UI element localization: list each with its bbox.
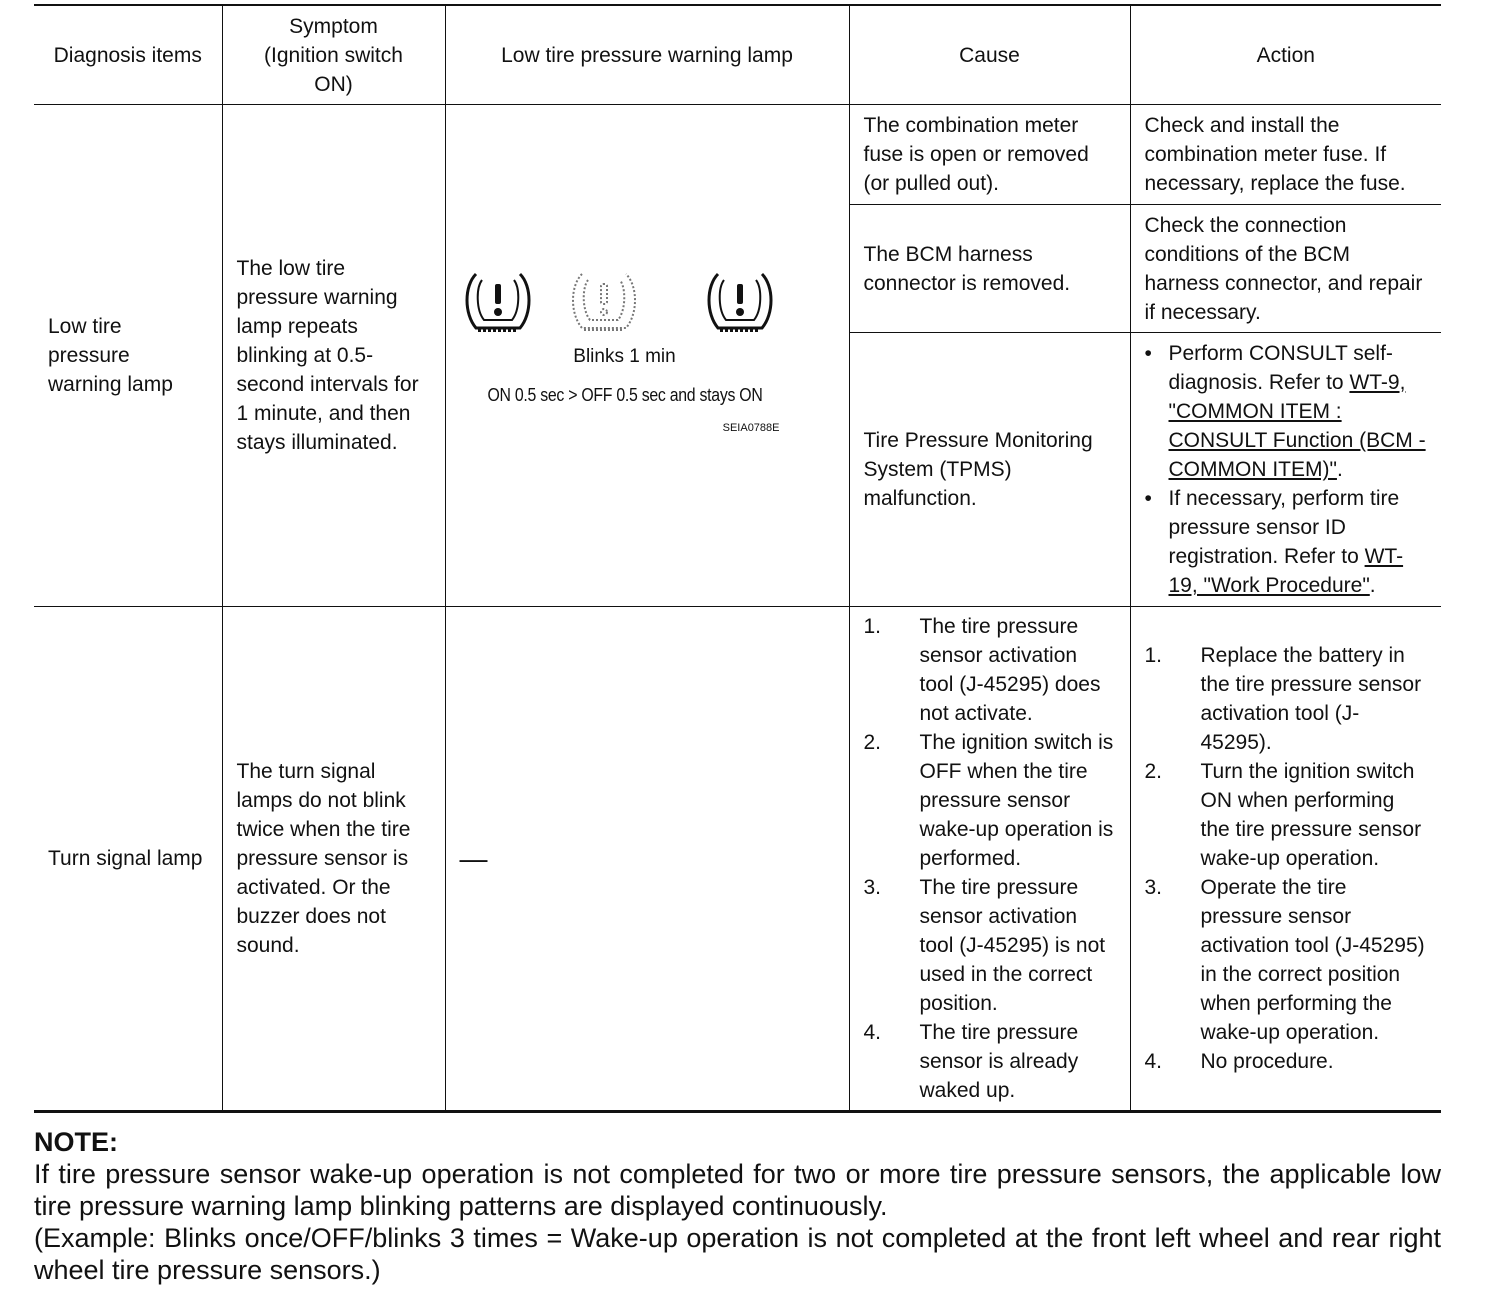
bullet1-text: Perform CONSULT self-diagnosis. Refer to [1168, 342, 1393, 394]
header-lamp: Low tire pressure warning lamp [445, 5, 849, 105]
list-text: The tire pressure sensor activation tool (J-45295) is not used in the correct position. [919, 876, 1106, 1015]
link-wt-19[interactable]: WT-19, "Work Procedure" [1168, 545, 1404, 597]
cause-tpms-malfunction: Tire Pressure Monitoring System (TPMS) malfunction. [849, 333, 1130, 607]
item-turn-signal: Turn signal lamp [34, 607, 222, 1112]
list-item [864, 873, 1116, 1018]
bullet1-end: . [1336, 458, 1343, 481]
cause-bcm-connector: The BCM harness connector is removed. [849, 205, 1130, 333]
figure-code: SEIA0788E [722, 422, 780, 434]
tpms-lamp-off-icon [573, 274, 635, 330]
lamp-figure-cell [445, 105, 849, 607]
bullet2-end: . [1369, 574, 1376, 597]
note-example: (Example: Blinks once/OFF/blinks 3 times = Wake-up operation is not completed at the front left wheel and rear right wheel tire pressure sensors.) [34, 1223, 1441, 1285]
figure-blink-label: Blinks 1 min [573, 346, 676, 367]
link-wt-9[interactable]: WT-9, "COMMON ITEM : CONSULT Function (BCM - COMMON ITEM)" [1168, 371, 1426, 481]
list-text: No procedure. [1200, 1050, 1334, 1073]
list-item [1145, 873, 1428, 1047]
header-cause: Cause [849, 5, 1130, 105]
cause-fuse: The combination meter fuse is open or removed (or pulled out). [849, 105, 1130, 205]
action-bcm-connector: Check the connection conditions of the BCM harness connector, and repair if necessary. [1130, 205, 1441, 333]
list-item [864, 728, 1116, 873]
header-action: Action [1130, 5, 1441, 105]
list-item [1145, 1047, 1428, 1076]
list-text: The ignition switch is OFF when the tire pressure sensor wake-up operation is performed. [919, 731, 1114, 870]
symptom-low-tire-lamp: The low tire pressure warning lamp repeats blinking at 0.5-second intervals for 1 minute, and then stays illuminated. [222, 105, 445, 607]
tpms-lamp-on-icon [467, 274, 529, 330]
diagnosis-table-wrapper [34, 4, 1441, 1113]
header-symptom-line3: ON) [314, 72, 353, 96]
action-tpms-malfunction [1130, 333, 1441, 607]
note-section [34, 1126, 1441, 1286]
figure-pattern-label: ON 0.5 sec > OFF 0.5 sec and stays ON [486, 385, 763, 405]
list-item [864, 612, 1116, 728]
bullet-icon: • [1144, 487, 1152, 510]
list-number: 4. [1144, 1050, 1163, 1073]
list-number: 2. [863, 731, 882, 754]
list-number: 3. [863, 876, 882, 899]
warning-lamp-figure [460, 268, 790, 443]
list-item [1145, 484, 1428, 600]
list-text: Operate the tire pressure sensor activation tool (J-45295) in the correct position when performing the wake-up operation. [1200, 876, 1425, 1044]
list-text: Replace the battery in the tire pressure sensor activation tool (J-45295). [1200, 644, 1422, 754]
lamp-not-applicable: — [445, 607, 849, 1112]
header-symptom-line1: Symptom [289, 14, 378, 38]
item-low-tire-lamp: Low tire pressure warning lamp [34, 105, 222, 607]
list-number: 1. [863, 615, 882, 638]
tpms-lamp-sequence-icon [460, 268, 790, 338]
header-diagnosis-items: Diagnosis items [34, 5, 222, 105]
action-fuse: Check and install the combination meter fuse. If necessary, replace the fuse. [1130, 105, 1441, 205]
table-row [34, 105, 1441, 205]
list-item [1145, 757, 1428, 873]
header-symptom [222, 5, 445, 105]
list-item [864, 1018, 1116, 1105]
cause-numbered-list [864, 612, 1116, 1105]
diagnosis-table [34, 4, 1441, 1113]
list-number: 1. [1144, 644, 1163, 667]
note-paragraph: If tire pressure sensor wake-up operation is not completed for two or more tire pressure sensors, the applicable low tire pressure warning lamp blinking patterns are displayed continuously. [34, 1159, 1441, 1221]
header-symptom-line2: (Ignition switch [264, 43, 403, 67]
note-title: NOTE: [34, 1127, 118, 1157]
list-item [1145, 339, 1428, 484]
bullet2-text: If necessary, perform tire pressure sensor ID registration. Refer to [1168, 487, 1400, 568]
tpms-lamp-stays-on-icon [709, 274, 771, 330]
action-numbered-list [1145, 641, 1428, 1076]
list-text: The tire pressure sensor activation tool (J-45295) does not activate. [919, 615, 1101, 725]
list-number: 4. [863, 1021, 882, 1044]
action-turn-signal [1130, 607, 1441, 1112]
list-text: Turn the ignition switch ON when performing the tire pressure sensor wake-up operation. [1200, 760, 1422, 870]
cause-turn-signal [849, 607, 1130, 1112]
symptom-turn-signal: The turn signal lamps do not blink twice when the tire pressure sensor is activated. Or the buzzer does not sound. [222, 607, 445, 1112]
action-bullet-list [1145, 339, 1428, 600]
table-header-row [34, 5, 1441, 105]
list-number: 2. [1144, 760, 1163, 783]
list-item [1145, 641, 1428, 757]
bullet-icon: • [1144, 342, 1152, 365]
list-text: The tire pressure sensor is already waked up. [919, 1021, 1079, 1102]
list-number: 3. [1144, 876, 1163, 899]
table-row [34, 607, 1441, 1112]
